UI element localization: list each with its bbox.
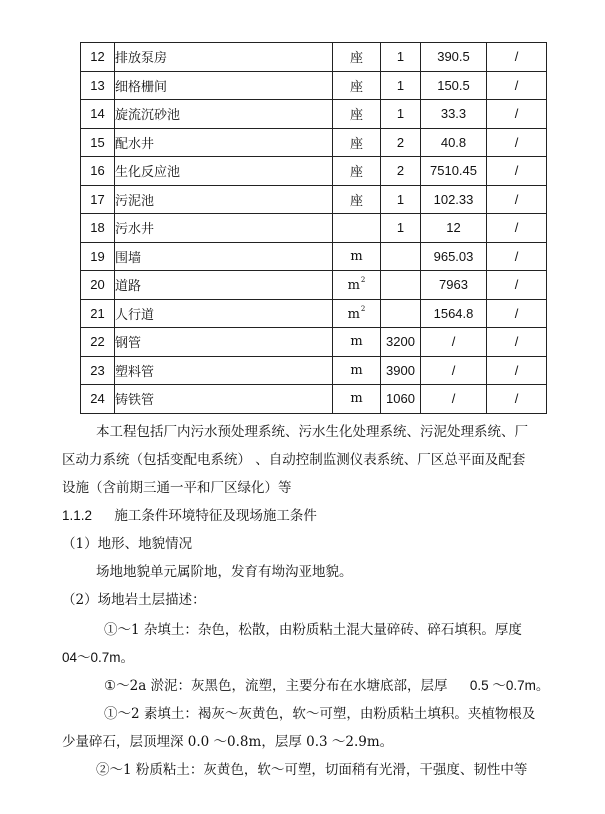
row-quantity bbox=[381, 185, 421, 214]
intro-line-3: 设施（含前期三通一平和厂区绿化）等 bbox=[62, 480, 292, 496]
section-title: 施工条件环境特征及现场施工条件 bbox=[114, 508, 317, 524]
row-number-text: 22 bbox=[90, 334, 105, 350]
row-remark bbox=[487, 328, 547, 357]
soil-layer-2-line-1: ①～2 素填土：褐灰～灰黄色，软～可塑，由粉质粘土填积。夹植物根及 bbox=[104, 706, 536, 722]
row-name-text: 污水井 bbox=[115, 222, 155, 238]
row-unit bbox=[333, 43, 381, 72]
row-remark-text: / bbox=[514, 391, 519, 407]
table-row bbox=[81, 157, 547, 186]
row-remark-text: / bbox=[514, 106, 519, 122]
soil-layer-1-line-1: ①～1 杂填土：杂色，松散，由粉质粘土混大量碎砖、碎石填积。厚度 bbox=[104, 622, 522, 638]
row-number-text: 17 bbox=[90, 191, 105, 207]
row-quantity bbox=[381, 157, 421, 186]
row-remark-text: / bbox=[514, 362, 519, 378]
row-number-text: 19 bbox=[90, 248, 105, 264]
row-unit bbox=[333, 157, 381, 186]
row-remark-text: / bbox=[514, 248, 519, 264]
row-quantity bbox=[381, 214, 421, 243]
row-quantity bbox=[381, 100, 421, 129]
row-quantity bbox=[381, 385, 421, 414]
row-number-text: 24 bbox=[90, 391, 105, 407]
row-name bbox=[115, 43, 333, 72]
unit-superscript: 2 bbox=[360, 304, 366, 313]
intro-line-2: 区动力系统（包括变配电系统） 、自动控制监测仪表系统、厂区总平面及配套 bbox=[62, 452, 526, 468]
row-name bbox=[115, 328, 333, 357]
quantities-table bbox=[80, 42, 547, 414]
soil-layer-3-line-1: ②～1 粉质粘土：灰黄色，软～可塑，切面稍有光滑，干强度、韧性中等 bbox=[96, 762, 528, 778]
row-unit bbox=[333, 242, 381, 271]
row-value-text: 7510.45 bbox=[430, 163, 477, 179]
row-value bbox=[421, 128, 487, 157]
row-number-text: 12 bbox=[90, 49, 105, 65]
soil-layer-2a-thickness: 0.5 ～0.7m。 bbox=[469, 678, 550, 693]
row-unit bbox=[333, 299, 381, 328]
row-remark bbox=[487, 128, 547, 157]
row-value bbox=[421, 299, 487, 328]
row-value-text: 7963 bbox=[439, 277, 468, 293]
row-unit-text: 座 bbox=[349, 165, 363, 181]
row-value bbox=[421, 100, 487, 129]
row-value bbox=[421, 356, 487, 385]
row-number bbox=[81, 128, 115, 157]
row-value bbox=[421, 157, 487, 186]
row-number bbox=[81, 271, 115, 300]
row-name-text: 围墙 bbox=[115, 250, 142, 266]
row-remark bbox=[487, 157, 547, 186]
row-unit bbox=[333, 385, 381, 414]
row-number bbox=[81, 100, 115, 129]
row-value bbox=[421, 185, 487, 214]
row-remark bbox=[487, 43, 547, 72]
section-heading bbox=[62, 506, 317, 526]
row-name bbox=[115, 271, 333, 300]
table-row bbox=[81, 356, 547, 385]
row-remark bbox=[487, 271, 547, 300]
row-number bbox=[81, 71, 115, 100]
row-remark-text: / bbox=[514, 277, 519, 293]
row-quantity bbox=[381, 328, 421, 357]
row-value-text: 1564.8 bbox=[433, 305, 474, 321]
row-remark bbox=[487, 100, 547, 129]
table-row bbox=[81, 71, 547, 100]
table-row bbox=[81, 128, 547, 157]
row-unit bbox=[333, 271, 381, 300]
row-name bbox=[115, 299, 333, 328]
unit-superscript: 2 bbox=[360, 276, 366, 285]
row-value-text: 33.3 bbox=[440, 106, 467, 122]
soil-layer-2a bbox=[104, 676, 549, 696]
row-number-text: 18 bbox=[90, 220, 105, 236]
row-quantity bbox=[381, 356, 421, 385]
row-name-text: 生化反应池 bbox=[115, 165, 181, 181]
row-quantity-text: 2 bbox=[396, 134, 405, 150]
row-number-text: 16 bbox=[90, 163, 105, 179]
row-number-text: 23 bbox=[90, 362, 105, 378]
row-quantity-text: 2 bbox=[396, 163, 405, 179]
soil-layer-1-line-2: 04～0.7m。 bbox=[62, 650, 135, 665]
row-name bbox=[115, 157, 333, 186]
row-value-text: / bbox=[451, 391, 456, 407]
row-quantity bbox=[381, 128, 421, 157]
row-quantity bbox=[381, 299, 421, 328]
row-value bbox=[421, 214, 487, 243]
row-unit-text: 座 bbox=[349, 136, 363, 152]
intro-line-1: 本工程包括厂内污水预处理系统、污水生化处理系统、污泥处理系统、厂 bbox=[96, 424, 528, 440]
row-name-text: 污泥池 bbox=[115, 193, 155, 209]
row-unit bbox=[333, 356, 381, 385]
row-name-text: 铸铁管 bbox=[115, 393, 155, 409]
row-name bbox=[115, 356, 333, 385]
row-quantity-text: 1060 bbox=[386, 391, 415, 407]
table-row bbox=[81, 185, 547, 214]
row-unit-text: m bbox=[350, 248, 363, 264]
row-remark-text: / bbox=[514, 163, 519, 179]
row-remark-text: / bbox=[514, 191, 519, 207]
row-unit-text: m bbox=[350, 334, 363, 350]
row-value bbox=[421, 385, 487, 414]
row-number bbox=[81, 242, 115, 271]
row-value-text: 965.03 bbox=[433, 248, 474, 264]
soil-layer-2-line-2: 少量碎石，层顶埋深 0.0 ～0.8m，层厚 0.3 ～2.9m。 bbox=[62, 734, 394, 750]
row-quantity bbox=[381, 43, 421, 72]
row-quantity-text: 1 bbox=[396, 106, 405, 122]
row-value-text: 12 bbox=[446, 220, 461, 236]
row-unit-text: 座 bbox=[349, 51, 363, 67]
row-number-text: 21 bbox=[90, 305, 105, 321]
row-name bbox=[115, 100, 333, 129]
row-unit bbox=[333, 185, 381, 214]
subheading-terrain: （1）地形、地貌情况 bbox=[62, 536, 193, 552]
section-number: 1.1.2 bbox=[62, 508, 93, 523]
row-quantity-text: 1 bbox=[396, 191, 405, 207]
row-number bbox=[81, 185, 115, 214]
row-remark bbox=[487, 299, 547, 328]
row-remark bbox=[487, 242, 547, 271]
row-unit-text: m bbox=[350, 391, 363, 407]
row-quantity bbox=[381, 242, 421, 271]
row-unit bbox=[333, 128, 381, 157]
table-row bbox=[81, 328, 547, 357]
row-remark bbox=[487, 71, 547, 100]
row-number bbox=[81, 356, 115, 385]
row-name-text: 旋流沉砂池 bbox=[115, 108, 181, 124]
row-value-text: 102.33 bbox=[433, 191, 474, 207]
row-number bbox=[81, 299, 115, 328]
row-remark bbox=[487, 356, 547, 385]
row-unit-text: m bbox=[347, 278, 360, 294]
row-value-text: / bbox=[451, 334, 456, 350]
row-number-text: 13 bbox=[90, 77, 105, 93]
row-unit-text: m bbox=[347, 306, 360, 322]
row-value-text: / bbox=[451, 362, 456, 378]
table-row bbox=[81, 242, 547, 271]
row-remark-text: / bbox=[514, 134, 519, 150]
row-number bbox=[81, 214, 115, 243]
row-number bbox=[81, 43, 115, 72]
row-name-text: 钢管 bbox=[115, 336, 142, 352]
row-name-text: 人行道 bbox=[115, 307, 155, 323]
row-quantity-text: 1 bbox=[396, 49, 405, 65]
row-quantity-text: 3900 bbox=[386, 362, 415, 378]
row-remark bbox=[487, 185, 547, 214]
row-unit-text: m bbox=[350, 362, 363, 378]
row-quantity-text: 3200 bbox=[386, 334, 415, 350]
row-unit-text: 座 bbox=[349, 79, 363, 95]
row-name bbox=[115, 385, 333, 414]
row-value-text: 150.5 bbox=[437, 77, 470, 93]
terrain-description: 场地地貌单元属阶地，发育有坳沟亚地貌。 bbox=[96, 564, 353, 580]
row-name-text: 细格栅间 bbox=[115, 79, 168, 95]
row-number bbox=[81, 385, 115, 414]
row-value bbox=[421, 43, 487, 72]
row-number-text: 14 bbox=[90, 106, 105, 122]
row-quantity bbox=[381, 71, 421, 100]
row-name-text: 塑料管 bbox=[115, 364, 155, 380]
table-row bbox=[81, 214, 547, 243]
row-value bbox=[421, 71, 487, 100]
row-value-text: 390.5 bbox=[437, 49, 470, 65]
row-value bbox=[421, 271, 487, 300]
table-row bbox=[81, 100, 547, 129]
row-remark-text: / bbox=[514, 334, 519, 350]
row-name-text: 道路 bbox=[115, 279, 142, 295]
subheading-soil-layers: （2）场地岩土层描述： bbox=[62, 592, 206, 608]
row-name-text: 排放泵房 bbox=[115, 51, 168, 67]
row-unit bbox=[333, 71, 381, 100]
row-name bbox=[115, 185, 333, 214]
row-quantity-text: 1 bbox=[396, 220, 405, 236]
row-number bbox=[81, 157, 115, 186]
table-row bbox=[81, 271, 547, 300]
row-value bbox=[421, 242, 487, 271]
row-name bbox=[115, 214, 333, 243]
soil-layer-2a-text: ①～2a 淤泥：灰黑色，流塑，主要分布在水塘底部，层厚 bbox=[104, 678, 448, 694]
row-unit bbox=[333, 100, 381, 129]
table-row bbox=[81, 299, 547, 328]
row-name-text: 配水井 bbox=[115, 136, 155, 152]
row-quantity bbox=[381, 271, 421, 300]
row-remark bbox=[487, 214, 547, 243]
row-name bbox=[115, 71, 333, 100]
row-remark-text: / bbox=[514, 49, 519, 65]
row-number-text: 20 bbox=[90, 277, 105, 293]
row-value bbox=[421, 328, 487, 357]
row-remark-text: / bbox=[514, 305, 519, 321]
row-value-text: 40.8 bbox=[440, 134, 467, 150]
row-remark bbox=[487, 385, 547, 414]
row-number-text: 15 bbox=[90, 134, 105, 150]
row-name bbox=[115, 242, 333, 271]
row-name bbox=[115, 128, 333, 157]
row-unit-text: 座 bbox=[349, 193, 363, 209]
row-unit-text: 座 bbox=[349, 108, 363, 124]
row-remark-text: / bbox=[514, 77, 519, 93]
row-remark-text: / bbox=[514, 220, 519, 236]
row-number bbox=[81, 328, 115, 357]
row-unit bbox=[333, 214, 381, 243]
table-row bbox=[81, 43, 547, 72]
row-quantity-text: 1 bbox=[396, 77, 405, 93]
row-unit bbox=[333, 328, 381, 357]
table-row bbox=[81, 385, 547, 414]
